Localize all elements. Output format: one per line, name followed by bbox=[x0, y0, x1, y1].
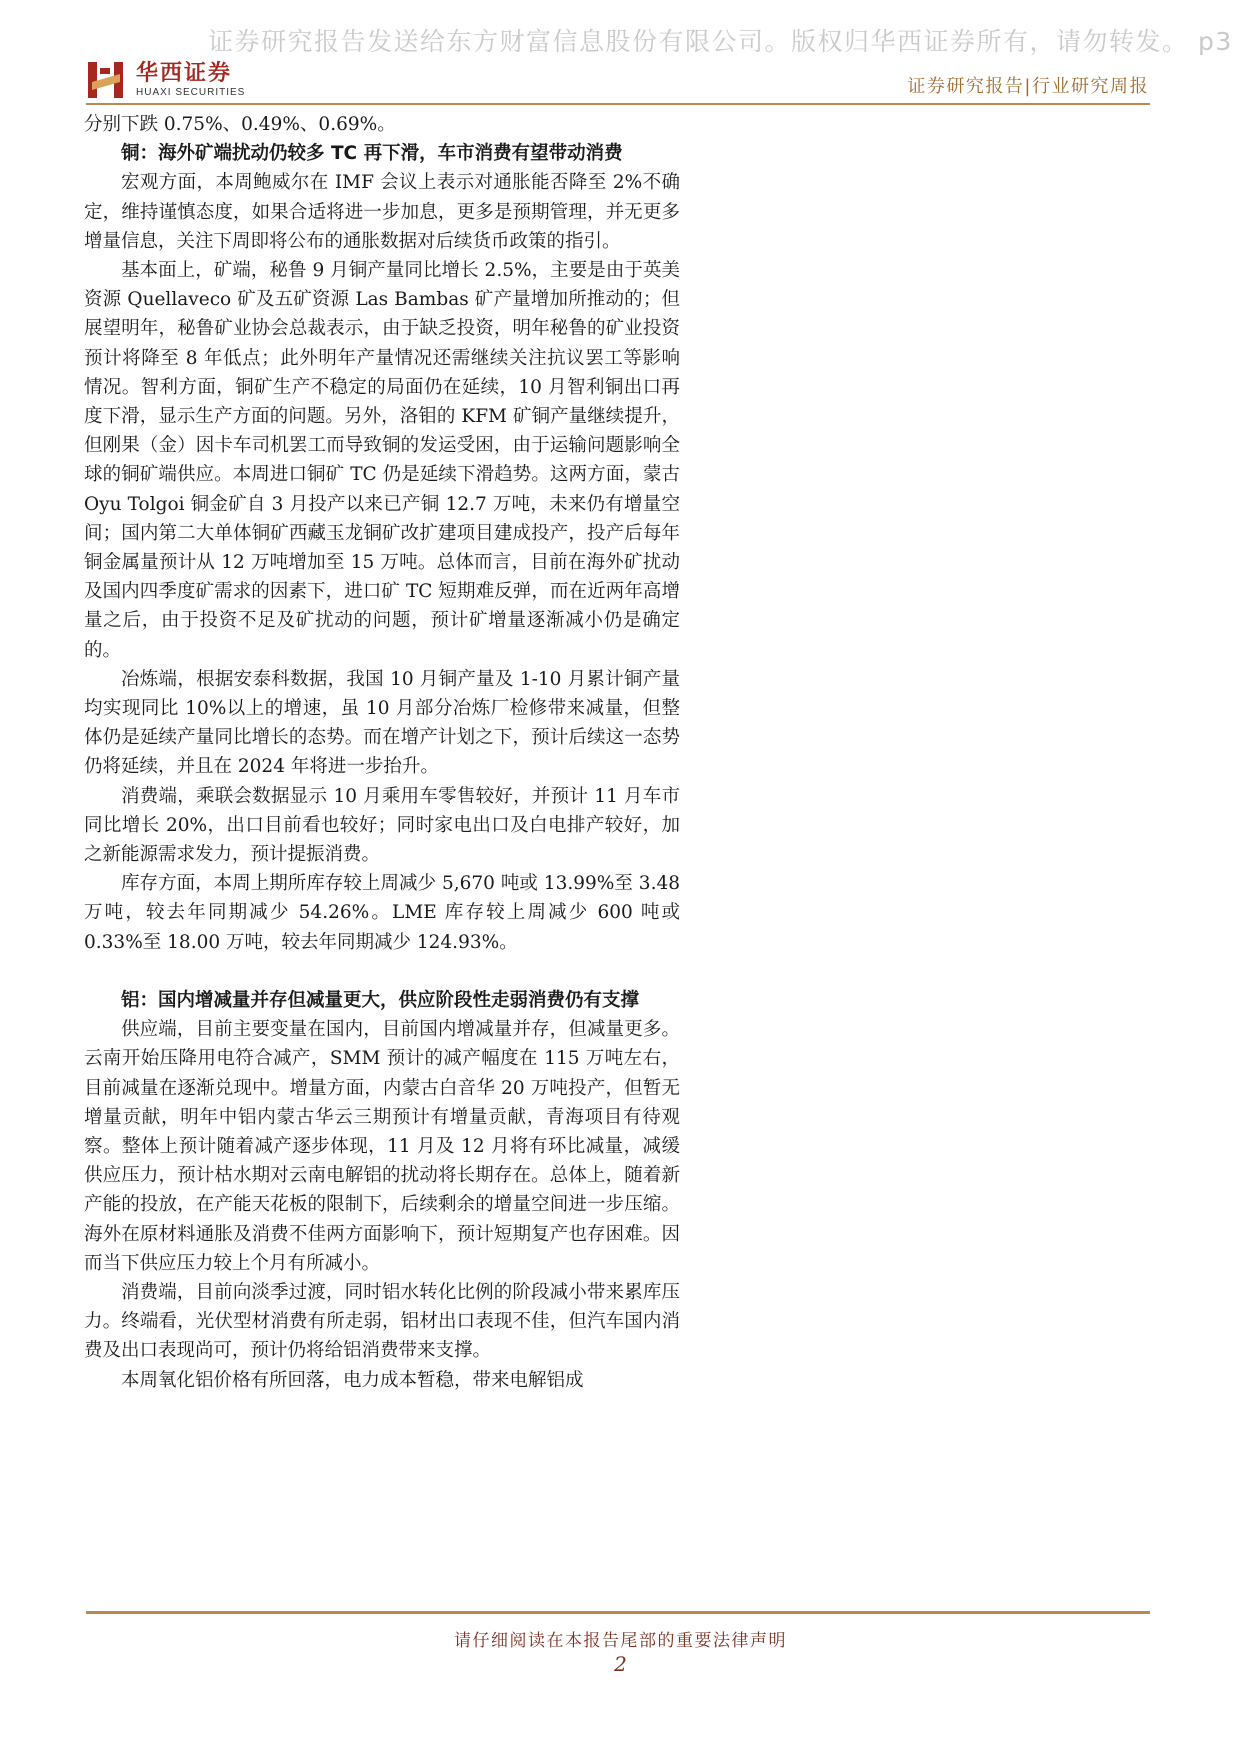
paragraph-alumina-cost: 本周氧化铝价格有所回落，电力成本暂稳，带来电解铝成 bbox=[121, 1369, 584, 1391]
section-spacer bbox=[84, 957, 680, 986]
page-number: 2 bbox=[614, 1652, 627, 1676]
report-body bbox=[84, 110, 680, 1395]
paragraph-consumption: 消费端，乘联会数据显示 10 月乘用车零售较好，并预计 11 月车市同比增长 20%，出口目前看也较好；同时家电出口及白电排产较好，加之新能源需求发力，预计提振消费。 bbox=[84, 785, 680, 866]
report-type-label: 证券研究报告|行业研究周报 bbox=[907, 76, 1149, 97]
legal-disclaimer-note: 请仔细阅读在本报告尾部的重要法律声明 bbox=[454, 1631, 787, 1651]
company-logo bbox=[86, 58, 245, 102]
paragraph-aluminum-consumption: 消费端，目前向淡季过渡，同时铝水转化比例的阶段减小带来累库压力。终端看，光伏型材消费有所走弱，铝材出口表现不佳，但汽车国内消费及出口表现尚可，预计仍将给铝消费带来支撑。 bbox=[84, 1281, 680, 1362]
paragraph-aluminum-supply: 供应端，目前主要变量在国内，目前国内增减量并存，但减量更多。云南开始压降用电符合减产，SMM 预计的减产幅度在 115 万吨左右，目前减量在逐渐兑现中。增量方面，内蒙古白音华 20 万吨投产，但暂无增量贡献，明年中铝内蒙古华云三期预计有增量贡献，青海项目有待观察。整体上预计随着减产逐步体现，11 月及 12 月将有环比减量，减缓供应压力，预计枯水期对云南电解铝的扰动将长期存在。总体上，随着新产能的投放，在产能天花板的限制下，后续剩余的增量空间进一步压缩。海外在原材料通胀及消费不佳两方面影响下，预计短期复产也存困难。因而当下供应压力较上个月有所减小。 bbox=[84, 1019, 680, 1274]
paragraph-fundamentals: 基本面上，矿端，秘鲁 9 月铜产量同比增长 2.5%，主要是由于英美资源 Quellaveco 矿及五矿资源 Las Bambas 矿产量增加所推动的；但展望明年，秘鲁矿业协会总裁表示，由于缺乏投资，明年秘鲁的矿业投资预计将降至 8 年低点；此外明年产量情况还需继续关注抗议罢工等影响情况。智利方面，铜矿生产不稳定的局面仍在延续，10 月智利铜出口再度下滑，显示生产方面的问题。另外，洛钼的 KFM 矿铜产量继续提升，但刚果（金）因卡车司机罢工而导致铜的发运受困，由于运输问题影响全球的铜矿端供应。本周进口铜矿 TC 仍是延续下滑趋势。这两方面，蒙古 Oyu Tolgoi 铜金矿自 3 月投产以来已产铜 12.7 万吨，未来仍有增量空间；国内第二大单体铜矿西藏玉龙铜矿改扩建项目建成投产，投产后每年铜金属量预计从 12 万吨增加至 15 万吨。总体而言，目前在海外矿扰动及国内四季度矿需求的因素下，进口矿 TC 短期难反弹，而在近两年高增量之后，由于投资不足及矿扰动的问题，预计矿增量逐渐减小仍是确定的。 bbox=[84, 260, 680, 661]
logo-english-name: HUAXI SECURITIES bbox=[136, 87, 246, 98]
footer-divider bbox=[86, 1611, 1150, 1614]
paragraph-smelting: 冶炼端，根据安泰科数据，我国 10 月铜产量及 1-10 月累计铜产量均实现同比 10%以上的增速，虽 10 月部分冶炼厂检修带来减量，但整体仍是延续产量同比增长的态势。而在增产计划之下，预计后续这一态势仍将延续，并且在 2024 年将进一步抬升。 bbox=[84, 668, 680, 778]
section-heading-copper: 铜：海外矿端扰动仍较多 TC 再下滑，车市消费有望带动消费 bbox=[121, 143, 623, 165]
logo-chinese-name: 华西证券 bbox=[136, 61, 233, 86]
paragraph-continued: 分别下跌 0.75%、0.49%、0.69%。 bbox=[84, 114, 396, 135]
paragraph-inventory: 库存方面，本周上期所库存较上周减少 5,670 吨或 13.99%至 3.48 万吨，较去年同期减少 54.26%。LME 库存较上周减少 600 吨或 0.33%至 18.00 万吨，较去年同期减少 124.93%。 bbox=[84, 873, 680, 953]
watermark-text: 证券研究报告发送给东方财富信息股份有限公司。版权归华西证券所有，请勿转发。 p3 bbox=[208, 27, 1233, 56]
header-divider bbox=[86, 103, 1150, 105]
section-heading-aluminum: 铝：国内增减量并存但减量更大，供应阶段性走弱消费仍有支撑 bbox=[121, 989, 640, 1011]
huaxi-logo-icon bbox=[86, 58, 128, 102]
paragraph-macro: 宏观方面，本周鲍威尔在 IMF 会议上表示对通胀能否降至 2%不确定，维持谨慎态度，如果合适将进一步加息，更多是预期管理，并无更多增量信息，关注下周即将公布的通胀数据对后续货币政策的指引。 bbox=[84, 172, 680, 252]
